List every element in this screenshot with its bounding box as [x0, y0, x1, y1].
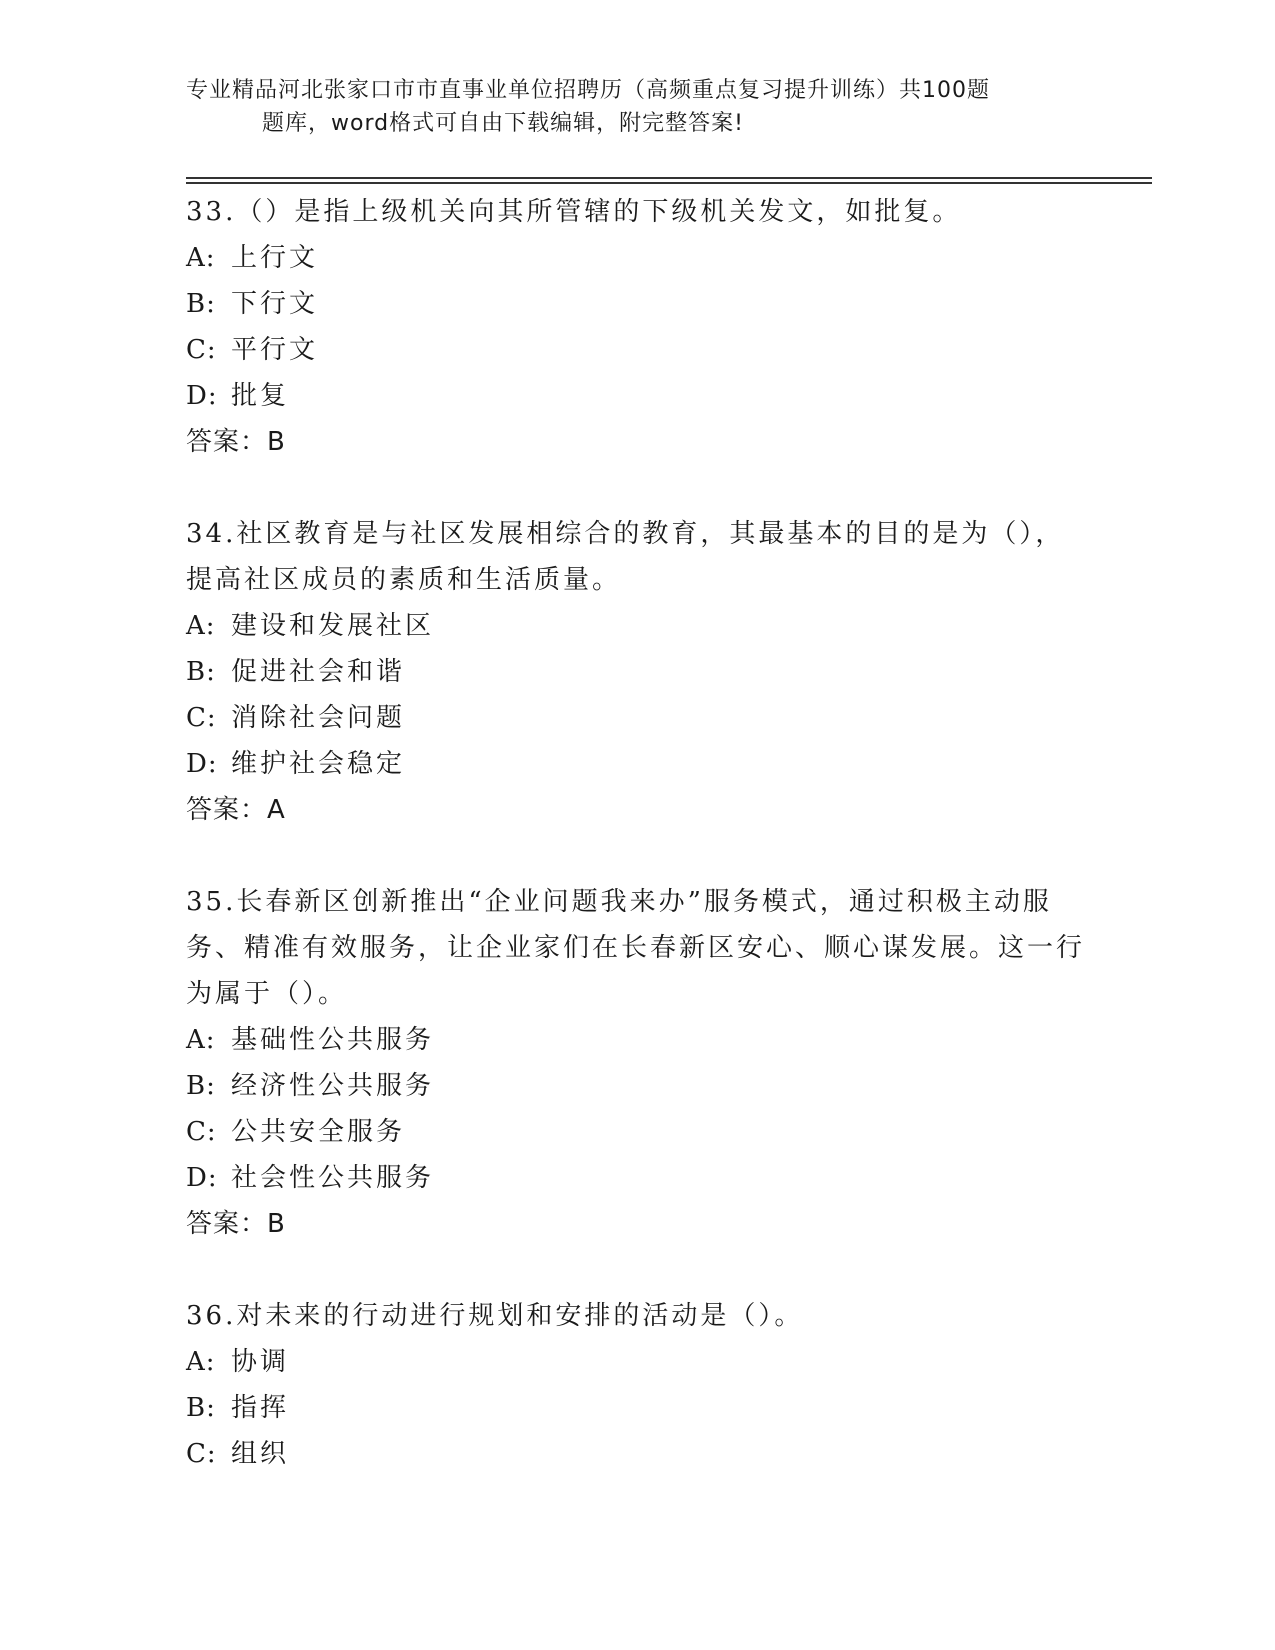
option-d	[186, 741, 1086, 787]
option-c	[186, 1109, 1086, 1155]
option-key: D:	[186, 381, 218, 411]
option-text: 平行文	[231, 335, 319, 365]
option-key: C:	[186, 1439, 217, 1469]
option-text: 协调	[231, 1347, 290, 1377]
option-key: D:	[186, 1163, 218, 1193]
question-33	[186, 189, 1086, 465]
option-key: B:	[186, 1393, 216, 1423]
option-a	[186, 1017, 1086, 1063]
option-key: B:	[186, 1071, 216, 1101]
question-spacer	[186, 1247, 1086, 1293]
option-key: C:	[186, 703, 217, 733]
option-text: 社会性公共服务	[231, 1163, 435, 1193]
option-c	[186, 327, 1086, 373]
option-text: 基础性公共服务	[231, 1025, 435, 1055]
question-34	[186, 511, 1086, 833]
header-title-line-2: 题库，word格式可自由下载编辑，附完整答案!	[262, 111, 744, 136]
option-key: D:	[186, 749, 218, 779]
option-text: 维护社会稳定	[231, 749, 406, 779]
option-d	[186, 1155, 1086, 1201]
question-text: 36.对未来的行动进行规划和安排的活动是（）。	[186, 1301, 804, 1331]
header-divider-bottom	[186, 182, 1152, 184]
question-text: 34.社区教育是与社区发展相综合的教育，其最基本的目的是为（），提高社区成员的素质和生活质量。	[186, 519, 1065, 595]
option-a	[186, 235, 1086, 281]
option-key: A:	[186, 1025, 216, 1055]
option-text: 经济性公共服务	[231, 1071, 435, 1101]
option-b	[186, 1063, 1086, 1109]
option-a	[186, 603, 1086, 649]
option-text: 上行文	[231, 243, 319, 273]
option-c	[186, 695, 1086, 741]
document-header	[186, 74, 1086, 140]
question-36	[186, 1293, 1086, 1477]
option-b	[186, 649, 1086, 695]
question-text: 33.（）是指上级机关向其所管辖的下级机关发文，如批复。	[186, 197, 962, 227]
question-spacer	[186, 833, 1086, 879]
question-35	[186, 879, 1086, 1247]
header-title-line-1: 专业精品河北张家口市市直事业单位招聘历（高频重点复习提升训练）共100题	[186, 78, 990, 103]
answer-line: 答案：B	[186, 427, 286, 457]
option-text: 促进社会和谐	[231, 657, 406, 687]
option-key: C:	[186, 335, 217, 365]
option-b	[186, 1385, 1086, 1431]
option-text: 批复	[231, 381, 290, 411]
option-b	[186, 281, 1086, 327]
answer-line: 答案：A	[186, 795, 286, 825]
question-spacer	[186, 465, 1086, 511]
option-text: 建设和发展社区	[231, 611, 435, 641]
header-divider-top	[186, 177, 1152, 179]
option-key: A:	[186, 243, 216, 273]
option-key: A:	[186, 1347, 216, 1377]
option-c	[186, 1431, 1086, 1477]
option-text: 组织	[231, 1439, 290, 1469]
option-text: 下行文	[231, 289, 319, 319]
option-a	[186, 1339, 1086, 1385]
option-key: A:	[186, 611, 216, 641]
answer-line: 答案：B	[186, 1209, 286, 1239]
option-key: B:	[186, 657, 216, 687]
question-text: 35.长春新区创新推出“企业问题我来办”服务模式，通过积极主动服务、精准有效服务，让企业家们在长春新区安心、顺心谋发展。这一行为属于（）。	[186, 887, 1086, 1009]
option-text: 指挥	[231, 1393, 290, 1423]
option-key: B:	[186, 289, 216, 319]
option-text: 公共安全服务	[231, 1117, 406, 1147]
option-text: 消除社会问题	[231, 703, 406, 733]
option-key: C:	[186, 1117, 217, 1147]
option-d	[186, 373, 1086, 419]
question-list	[186, 189, 1086, 1477]
